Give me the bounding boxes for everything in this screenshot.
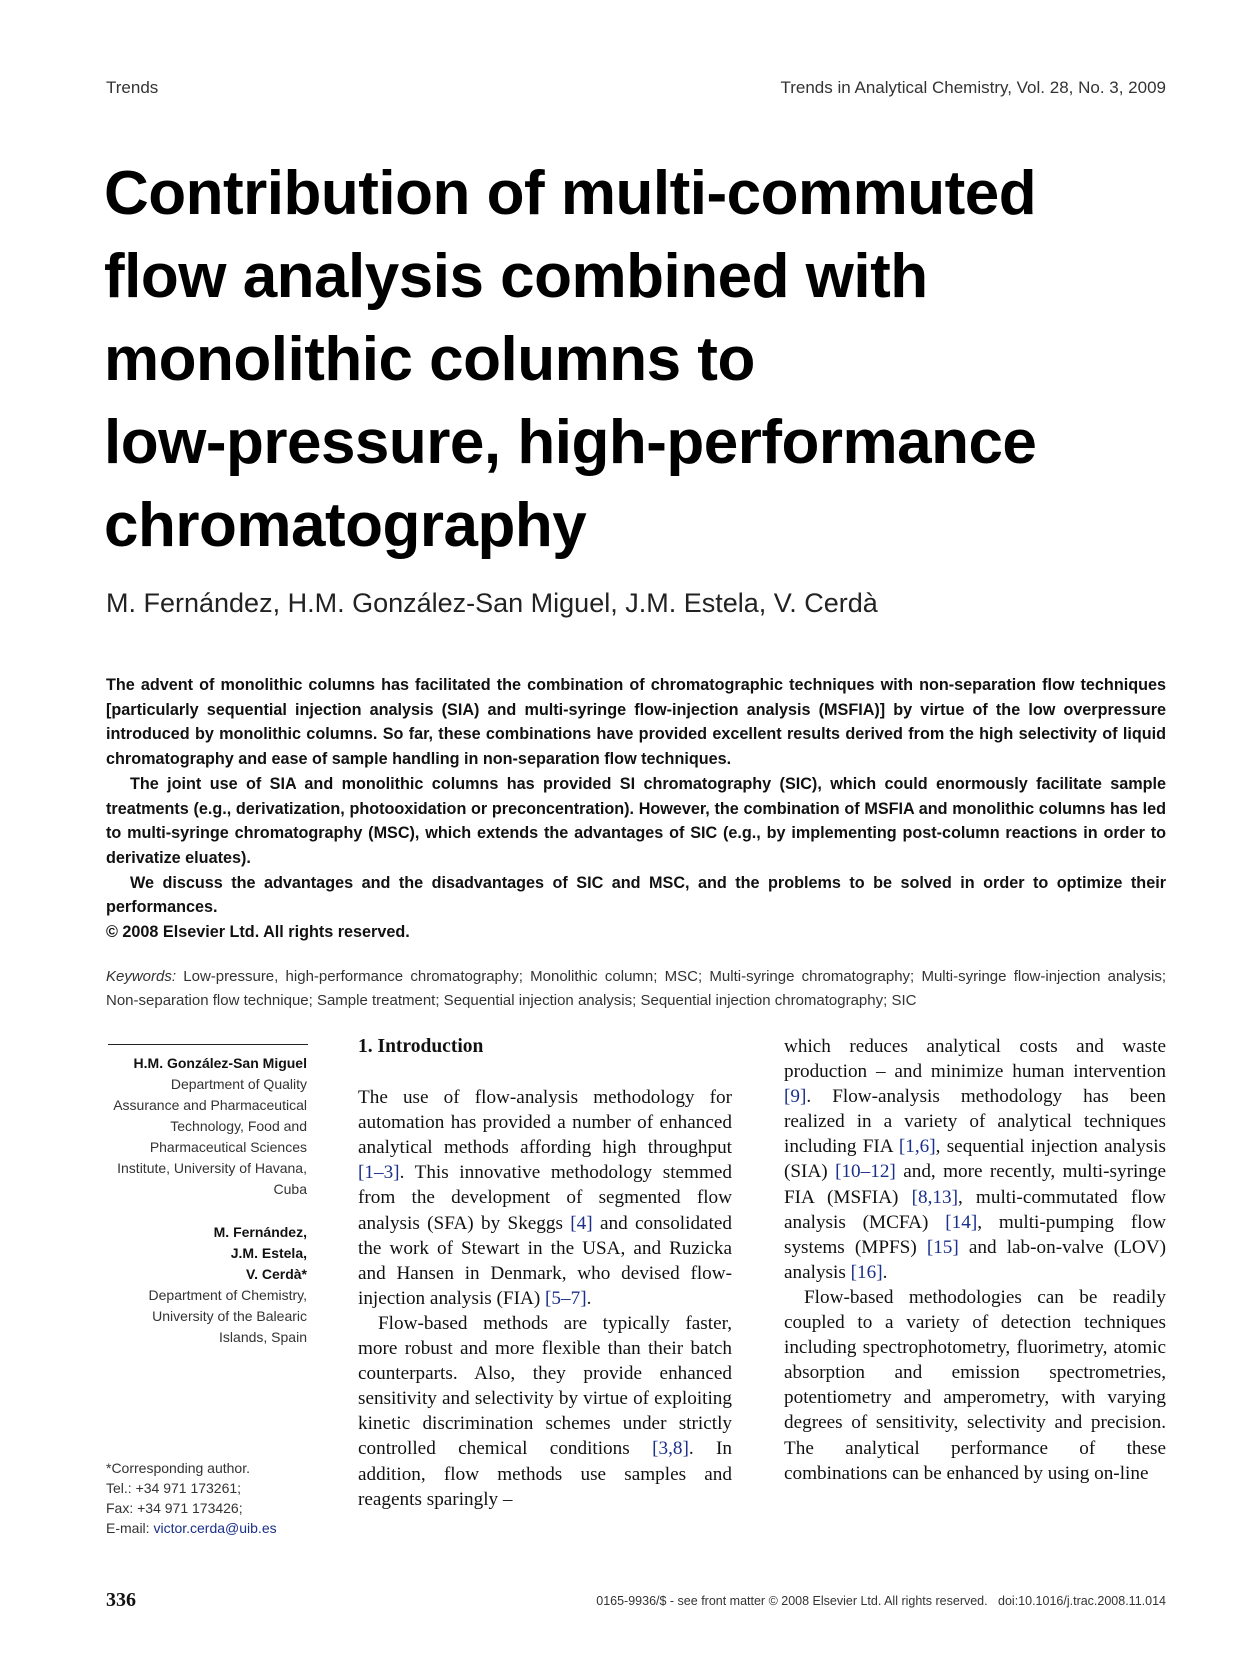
citation-link[interactable]: [9]	[784, 1086, 807, 1108]
keywords-text: Low-pressure, high-performance chromatography; Monolithic column; MSC; Multi-syringe chromatography; Multi-syringe flow-injection analysis; Non-separation flow technique; Sample treatment; Sequential injection analysis; Sequential injection chromatography; SIC	[106, 968, 1167, 1009]
body-paragraph	[784, 1034, 1166, 1285]
affiliation-line: Assurance and Pharmaceutical	[113, 1097, 307, 1113]
author-list: M. Fernández, H.M. González-San Miguel, J.M. Estela, V. Cerdà	[106, 588, 878, 618]
citation-link[interactable]: [8,13]	[911, 1186, 958, 1208]
affiliation-author: H.M. González-San Miguel	[133, 1055, 307, 1071]
citation-link[interactable]: [1,6]	[898, 1136, 936, 1158]
paragraph-text: and consolidated the work of Stewart in the USA, and Ruzicka and Hansen in Denmark, who devised flow-injection analysis (FIA)	[358, 1212, 732, 1309]
keywords	[106, 965, 1166, 1013]
paragraph-text: which reduces analytical costs and waste production – and minimize human intervention	[784, 1036, 1166, 1083]
abstract	[106, 673, 1166, 945]
citation-link[interactable]: [15]	[926, 1236, 959, 1258]
affiliation-block	[87, 1053, 307, 1200]
citation-link[interactable]: [10–12]	[835, 1161, 896, 1183]
title-line: monolithic columns to	[104, 325, 755, 394]
title-line: flow analysis combined with	[104, 242, 928, 311]
paragraph-text: .	[586, 1287, 592, 1309]
running-head	[106, 78, 1166, 102]
paragraph-text: . In addition, flow methods use samples and reagents sparingly –	[358, 1438, 733, 1510]
journal-citation: Trends in Analytical Chemistry, Vol. 28, No. 3, 2009	[780, 78, 1166, 97]
article-title	[104, 152, 1104, 567]
footer-info	[596, 1594, 1166, 1608]
body-paragraph	[358, 1085, 732, 1311]
paragraph-text: Flow-based methods are typically faster, more robust and more flexible than their batch counterparts. Also, they provide enhanced sensitivity and selectivity by virtue of exploiting kinetic discrimination schemes under strictly controlled chemical conditions	[358, 1312, 732, 1460]
section-label: Trends	[106, 78, 159, 97]
affiliation-line: Institute, University of Havana,	[117, 1160, 307, 1176]
body-paragraph: Flow-based methodologies can be readily coupled to a variety of detection techniques including spectrophotometry, fluorimetry, atomic absorption and emission spectrometries, potentiometry and amperometry, with varying degrees of sensitivity, selectivity and precision. The analytical performance of these combinations can be enhanced by using on-line	[784, 1286, 1166, 1484]
abstract-paragraph: We discuss the advantages and the disadvantages of SIC and MSC, and the problems to be solved in order to optimize their performances.	[106, 873, 1166, 917]
paragraph-text: , multi-pumping flow systems (MPFS)	[784, 1211, 1166, 1258]
affiliation-line: Department of Quality	[170, 1076, 307, 1092]
paragraph-text: The use of flow-analysis methodology for automation has provided a number of enhanced analytical methods affording high throughput	[358, 1087, 732, 1159]
page-number: 336	[106, 1589, 136, 1611]
keywords-label: Keywords:	[106, 968, 177, 985]
paragraph-text: . This innovative methodology stemmed from the development of segmented flow analysis (SFA) by Skeggs	[358, 1162, 732, 1234]
body-paragraph	[358, 1311, 732, 1512]
citation-link[interactable]: [4]	[570, 1212, 593, 1234]
affiliation-line: Technology, Food and	[170, 1118, 307, 1134]
email-link[interactable]: victor.cerda@uib.es	[153, 1520, 277, 1536]
citation-link[interactable]: [1–3]	[358, 1162, 400, 1184]
sidebar-divider	[108, 1044, 308, 1045]
paragraph-text: and lab-on-valve (LOV) analysis	[784, 1236, 1166, 1283]
corresponding-label: *Corresponding author.	[106, 1460, 250, 1476]
corresponding-author	[106, 1458, 306, 1538]
abstract-paragraph: The joint use of SIA and monolithic columns has provided SI chromatography (SIC), which could enormously facilitate sample treatments (e.g., derivatization, photooxidation or preconcentration). However, the combination of MSFIA and monolithic columns has led to multi-syringe chromatography (MSC), which extends the advantages of SIC (e.g., by implementing post-column reactions in order to derivatize eluates).	[106, 774, 1166, 867]
affiliation-author: V. Cerdà*	[246, 1266, 307, 1282]
body-column-right	[784, 1034, 1166, 1486]
copyright-notice: © 2008 Elsevier Ltd. All rights reserved.	[106, 923, 410, 942]
issn-notice: 0165-9936/$ - see front matter © 2008 Elsevier Ltd. All rights reserved.	[596, 1594, 988, 1608]
title-line: Contribution of multi-commuted	[104, 159, 1037, 228]
paragraph-text: and, more recently, multi-syringe FIA (MSFIA)	[784, 1161, 1166, 1208]
email-label: E-mail:	[106, 1520, 150, 1536]
affiliation-line: Pharmaceutical Sciences	[149, 1139, 307, 1155]
title-line: chromatography	[104, 491, 587, 560]
paragraph-text: .	[882, 1261, 888, 1283]
corresponding-tel: Tel.: +34 971 173261;	[106, 1480, 242, 1496]
citation-link[interactable]: [5–7]	[545, 1287, 587, 1309]
citation-link[interactable]: [14]	[945, 1211, 978, 1233]
paragraph-text: , multi-commutated flow analysis (MCFA)	[784, 1186, 1166, 1233]
body-column-left	[358, 1034, 732, 1512]
title-line: low-pressure, high-performance	[104, 408, 1037, 477]
affiliation-author: M. Fernández,	[213, 1224, 307, 1240]
doi-link[interactable]: doi:10.1016/j.trac.2008.11.014	[998, 1594, 1166, 1608]
corresponding-fax: Fax: +34 971 173426;	[106, 1500, 243, 1516]
affiliation-line: Islands, Spain	[219, 1329, 307, 1345]
citation-link[interactable]: [16]	[850, 1261, 883, 1283]
affiliation-line: University of the Balearic	[152, 1308, 307, 1324]
affiliation-line: Cuba	[273, 1181, 307, 1197]
affiliation-line: Department of Chemistry,	[148, 1287, 307, 1303]
affiliation-block	[87, 1222, 307, 1348]
section-heading: 1. Introduction	[358, 1036, 484, 1057]
citation-link[interactable]: [3,8]	[652, 1438, 689, 1460]
paragraph-text: . Flow-analysis methodology has been realized in a variety of analytical techniques including FIA	[784, 1086, 1166, 1158]
paragraph-text: , sequential injection analysis (SIA)	[784, 1136, 1166, 1183]
affiliation-author: J.M. Estela,	[230, 1245, 307, 1261]
abstract-paragraph: The advent of monolithic columns has facilitated the combination of chromatographic techniques with non-separation flow techniques [particularly sequential injection analysis (SIA) and multi-syringe flow-injection analysis (MSFIA)] by virtue of the low overpressure introduced by monolithic columns. So far, these combinations have provided excellent results derived from the high selectivity of liquid chromatography and ease of sample handling in non-separation flow techniques.	[106, 676, 1166, 769]
